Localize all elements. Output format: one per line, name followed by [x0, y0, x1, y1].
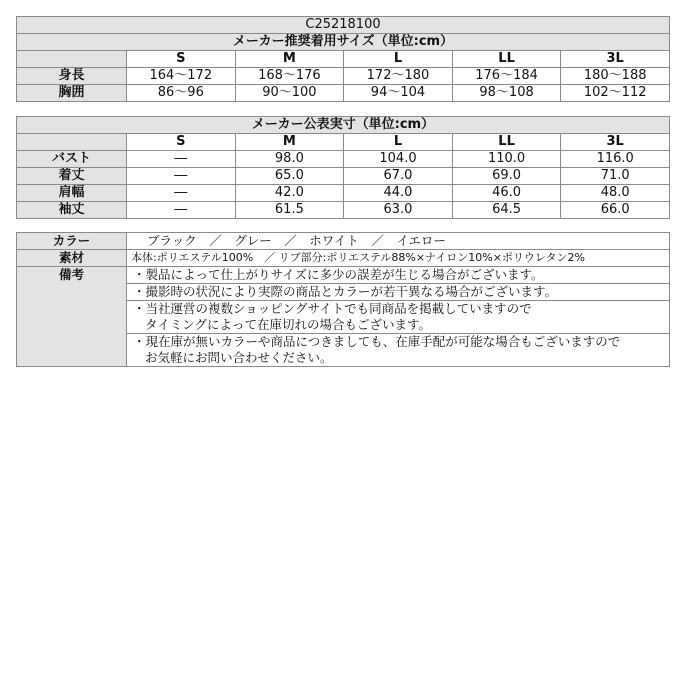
table-row	[17, 168, 670, 185]
table-row	[17, 151, 670, 168]
table-cell: 69.0	[452, 168, 561, 185]
size-3l: 3L	[561, 134, 670, 151]
row-label-bust: バスト	[17, 151, 127, 168]
table-cell: 94〜104	[344, 85, 453, 102]
table-row	[17, 68, 670, 85]
size-m: M	[235, 134, 344, 151]
table-cell: 176〜184	[452, 68, 561, 85]
material-label: 素材	[17, 250, 127, 267]
note-line: ・撮影時の状況により実際の商品とカラーが若干異なる場合がございます。	[127, 284, 670, 301]
table-cell: 168〜176	[235, 68, 344, 85]
table-cell: 102〜112	[561, 85, 670, 102]
size-ll: LL	[452, 51, 561, 68]
table-cell: ―	[127, 168, 236, 185]
product-code: C25218100	[17, 17, 670, 34]
size-s: S	[127, 51, 236, 68]
row-label-shoulder: 肩幅	[17, 185, 127, 202]
table-cell: 110.0	[452, 151, 561, 168]
table-cell: 48.0	[561, 185, 670, 202]
table-cell: 42.0	[235, 185, 344, 202]
table-cell: 116.0	[561, 151, 670, 168]
table-cell: 66.0	[561, 202, 670, 219]
table-row	[17, 85, 670, 102]
table-cell: 61.5	[235, 202, 344, 219]
colors-value: ブラック ／ グレー ／ ホワイト ／ イエロー	[127, 233, 670, 250]
note-line: ・当社運営の複数ショッピングサイトでも同商品を掲載していますので	[133, 301, 532, 316]
row-label-length: 着丈	[17, 168, 127, 185]
colors-label: カラー	[17, 233, 127, 250]
note-line: ・製品によって仕上がりサイズに多少の誤差が生じる場合がございます。	[127, 267, 670, 284]
table-cell: 64.5	[452, 202, 561, 219]
note-block	[127, 301, 670, 334]
size-ll: LL	[452, 134, 561, 151]
blank-cell	[17, 51, 127, 68]
material-row	[17, 250, 670, 267]
table-cell: 46.0	[452, 185, 561, 202]
table-cell: 98〜108	[452, 85, 561, 102]
blank-cell	[17, 134, 127, 151]
table-cell: 67.0	[344, 168, 453, 185]
note-block	[127, 334, 670, 367]
table-cell: ―	[127, 185, 236, 202]
note-line: ・現在庫が無いカラーや商品につきましても、在庫手配が可能な場合もございますので	[133, 334, 621, 349]
table-cell: 63.0	[344, 202, 453, 219]
note-line-continued: お気軽にお問い合わせください。	[145, 350, 333, 365]
table-cell: 180〜188	[561, 68, 670, 85]
row-label-sleeve: 袖丈	[17, 202, 127, 219]
table-cell: ―	[127, 202, 236, 219]
colors-row	[17, 233, 670, 250]
size-header-row	[17, 51, 670, 68]
recommended-size-table	[16, 16, 670, 102]
actual-title: メーカー公表実寸（単位:cm）	[17, 117, 670, 134]
table-cell: 98.0	[235, 151, 344, 168]
table-cell: 71.0	[561, 168, 670, 185]
recommended-title: メーカー推奨着用サイズ（単位:cm）	[17, 34, 670, 51]
size-m: M	[235, 51, 344, 68]
table-cell: 104.0	[344, 151, 453, 168]
table-cell: 164〜172	[127, 68, 236, 85]
row-label-height: 身長	[17, 68, 127, 85]
row-label-chest: 胸囲	[17, 85, 127, 102]
table-cell: 90〜100	[235, 85, 344, 102]
notes-label: 備考	[17, 267, 127, 367]
actual-size-table	[16, 116, 670, 219]
material-value: 本体:ポリエステル100% ／ リブ部分:ポリエステル88%×ナイロン10%×ポリウレタン2%	[127, 250, 670, 267]
table-cell: ―	[127, 151, 236, 168]
size-s: S	[127, 134, 236, 151]
table-cell: 86〜96	[127, 85, 236, 102]
note-line-continued: タイミングによって在庫切れの場合もございます。	[145, 317, 432, 332]
table-cell: 172〜180	[344, 68, 453, 85]
table-row	[17, 185, 670, 202]
size-header-row	[17, 134, 670, 151]
product-info-table	[16, 232, 670, 367]
note-row	[17, 267, 670, 284]
table-row	[17, 202, 670, 219]
size-l: L	[344, 51, 453, 68]
table-cell: 44.0	[344, 185, 453, 202]
size-3l: 3L	[561, 51, 670, 68]
size-l: L	[344, 134, 453, 151]
table-cell: 65.0	[235, 168, 344, 185]
